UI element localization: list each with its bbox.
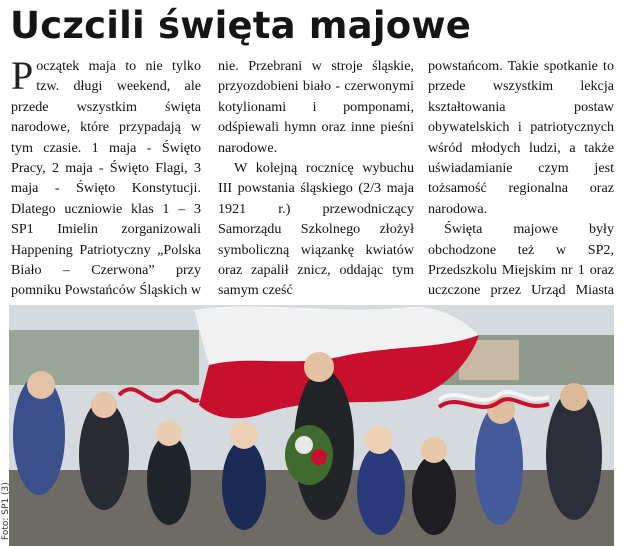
article-photo xyxy=(9,305,614,546)
article-title: Uczcili święta majowe xyxy=(10,4,471,47)
paragraph-1-text: oczątek maja to nie tylko tzw. długi weekend, ale przede wszystkim święta narodowe, które przypadają w tym czasie. 1 maja - Święto Pracy, 2 maja - Święto Flagi, 3 maja - Święto Konstytucji. Dlatego uczniowie klas 1 – 3 SP1 Imielin zorganizowali Happening Patriotyczny „Polska Biało – Czerwona” przy pomniku Powstańców Śląskich w xyxy=(11,58,201,299)
paragraph-4: powstańcom. Takie spotkanie to przede wszystkim lekcja kształtowania postaw obywatelskich i patriotycznych wśród młodych ludzi, a także uświadamianie czym jest tożsamość regionalna oraz narodowa. xyxy=(428,58,614,217)
photo-credit: Foto: SP1 (3) xyxy=(1,482,11,540)
paragraph-1 xyxy=(11,53,201,321)
article-column-2 xyxy=(218,56,414,301)
paragraph-5: Święta majowe były obchodzone też w SP2, Przedszkolu Miejskim nr 1 oraz uczczone przez Urząd Miasta xyxy=(428,221,614,299)
paragraph-2: nie. Przebrani w stroje śląskie, przyozdobieni biało - czerwonymi kotylionami i pomponami, odśpiewali hymn oraz inne pieśni narodowe. xyxy=(218,58,414,156)
article-column-1 xyxy=(11,53,201,321)
photo-credit-container xyxy=(0,470,13,540)
article-column-3 xyxy=(428,56,614,321)
photo-illustration xyxy=(9,305,614,546)
paragraph-3: W kolejną rocznicę wybuchu III powstania śląskiego (2/3 maja 1921 r.) przewodniczący Samorządu Szkolnego złożył symboliczną wiązankę kwiatów oraz zapalił znicz, oddając tym samym cześć xyxy=(218,160,414,299)
drop-cap: P xyxy=(11,53,34,98)
